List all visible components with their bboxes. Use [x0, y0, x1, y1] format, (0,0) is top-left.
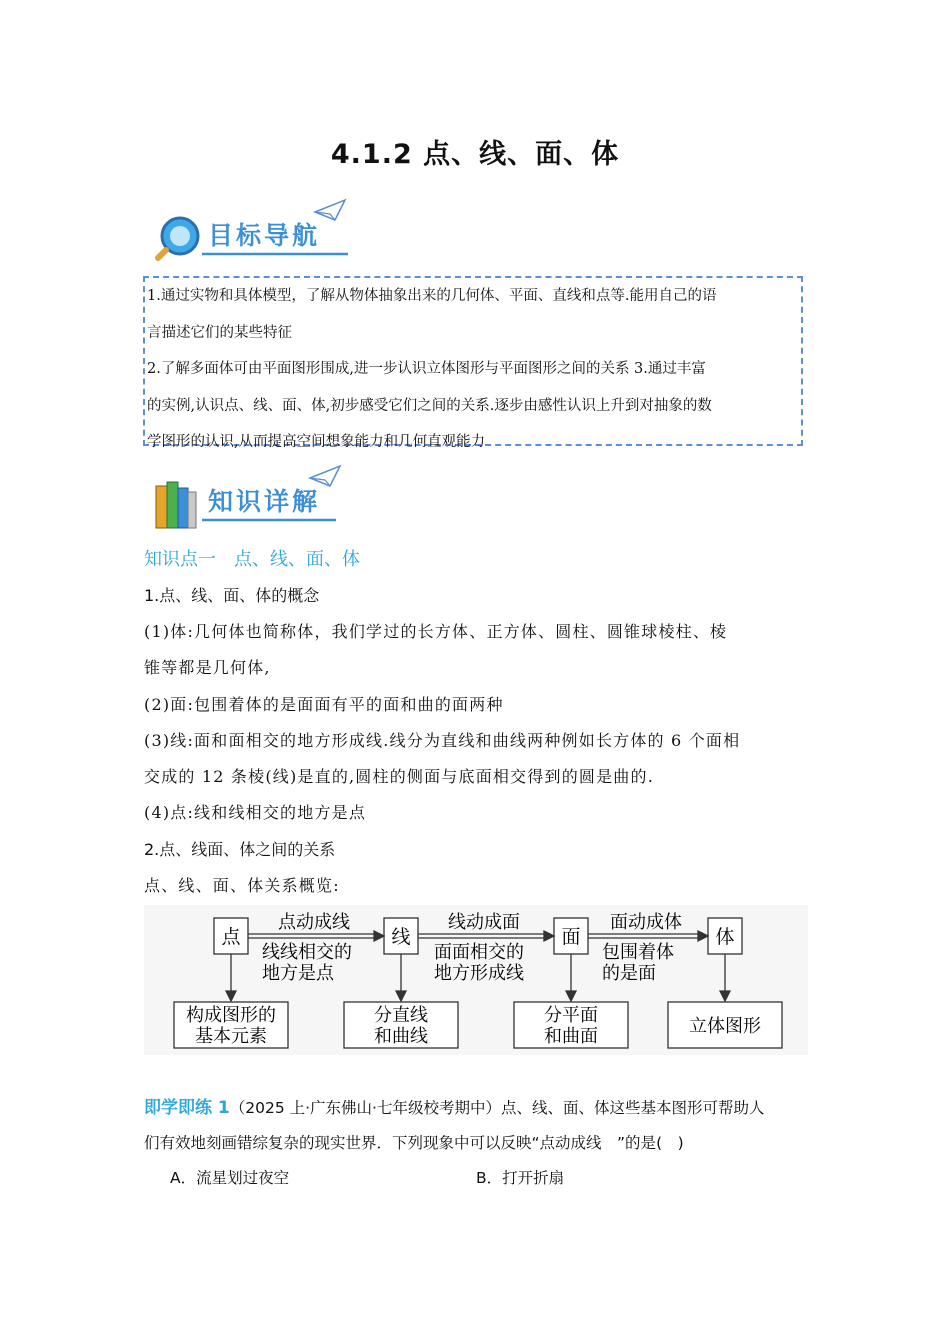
objectives-banner-title: 目标导航 — [208, 221, 321, 250]
option-a[interactable] — [170, 1166, 289, 1188]
note-surface-line1: 包围着体 — [602, 942, 674, 963]
node-line-label: 线 — [391, 926, 411, 948]
note-line-line1: 面面相交的 — [434, 942, 524, 963]
note-surface-line2: 的是面 — [602, 963, 656, 984]
node-point — [214, 918, 248, 954]
box-solids — [668, 1002, 782, 1048]
objectives-line: 的实例,认识点、线、面、体,初步感受它们之间的关系.逐步由感性认识上升到对抽象的数 — [147, 397, 712, 414]
paragraph-point: (4)点:线和线相交的地方是点 — [144, 803, 367, 822]
arrow-label-surface-moves: 面动成体 — [610, 912, 682, 933]
exercise-text1: 点、线、面、体这些基本图形可帮助人 — [500, 1099, 765, 1117]
option-a-key: A． — [170, 1169, 197, 1187]
paragraph-line: (3)线:面和面相交的地方形成线.线分为直线和曲线两种例如长方体的 6 个面相 — [144, 731, 741, 750]
exercise-text2: 们有效地刻画错综复杂的现实世界．下列现象中可以反映“点动成线 ”的是( ) — [144, 1134, 684, 1152]
paragraph-line-cont: 交成的 12 条棱(线)是直的,圆柱的侧面与底面相交得到的圆是曲的. — [144, 767, 654, 786]
paragraph-solid: (1)体:几何体也简称体，我们学过的长方体、正方体、圆柱、圆锥球棱柱、棱 — [144, 622, 728, 641]
box-basic-elements-line1: 构成图形的 — [186, 1005, 276, 1026]
subheading-concepts: 1.点、线、面、体的概念 — [144, 586, 320, 605]
paragraph-solid-cont: 锥等都是几何体, — [144, 658, 271, 677]
objectives-line: 学图形的认识,从而提高空间想象能力和几何直观能力 — [147, 434, 486, 450]
knowledge-banner-title: 知识详解 — [208, 487, 321, 516]
exercise-source: （2025 上·广东佛山·七年级校考期中） — [229, 1099, 501, 1117]
box-surfaces-line2: 和曲面 — [544, 1026, 598, 1047]
node-point-label: 点 — [221, 926, 241, 948]
box-surfaces — [514, 1002, 628, 1048]
option-b-text: 打开折扇 — [502, 1169, 565, 1187]
knowledge-banner — [150, 464, 380, 534]
box-basic-elements — [174, 1002, 288, 1048]
paragraph-surface: (2)面:包围着体的是面面有平的面和曲的面两种 — [144, 695, 504, 714]
arrow-label-line-moves: 线动成面 — [448, 912, 520, 933]
page-title: 4.1.2 点、线、面、体 — [330, 139, 620, 170]
note-point-line1: 线线相交的 — [262, 942, 352, 963]
box-surfaces-line1: 分平面 — [544, 1005, 598, 1026]
objectives-line: 言描述它们的某些特征 — [147, 324, 292, 341]
node-surface — [554, 918, 588, 954]
node-solid-label: 体 — [715, 926, 735, 948]
objectives-line: 1.通过实物和具体模型，了解从物体抽象出来的几何体、平面、直线和点等.能用自己的语 — [147, 288, 717, 304]
relation-diagram — [144, 905, 808, 1055]
box-lines-line2: 和曲线 — [374, 1026, 428, 1047]
option-b-key: B． — [476, 1169, 503, 1187]
node-surface-label: 面 — [561, 926, 581, 948]
exercise-label: 即学即练 1 — [144, 1098, 230, 1118]
objectives-box — [143, 276, 803, 450]
objectives-line: 2.了解多面体可由平面图形围成,进一步认识立体图形与平面图形之间的关系 3.通过丰富 — [147, 361, 706, 377]
note-line-line2: 地方形成线 — [434, 963, 524, 984]
objectives-banner — [150, 198, 380, 268]
box-lines — [344, 1002, 458, 1048]
option-a-text: 流星划过夜空 — [196, 1169, 290, 1187]
node-line — [384, 918, 418, 954]
subheading-relations: 2.点、线面、体之间的关系 — [144, 840, 336, 859]
box-solids-line1: 立体图形 — [689, 1016, 761, 1037]
note-point-line2: 地方是点 — [262, 963, 334, 984]
section-heading: 知识点一 点、线、面、体 — [144, 549, 360, 570]
overview-label: 点、线、面、体关系概览: — [144, 876, 340, 895]
arrow-label-point-moves: 点动成线 — [278, 912, 350, 933]
exercise-line1 — [144, 1093, 808, 1118]
node-solid — [708, 918, 742, 954]
box-basic-elements-line2: 基本元素 — [195, 1026, 267, 1047]
option-b[interactable] — [476, 1166, 564, 1188]
box-lines-line1: 分直线 — [374, 1005, 428, 1026]
